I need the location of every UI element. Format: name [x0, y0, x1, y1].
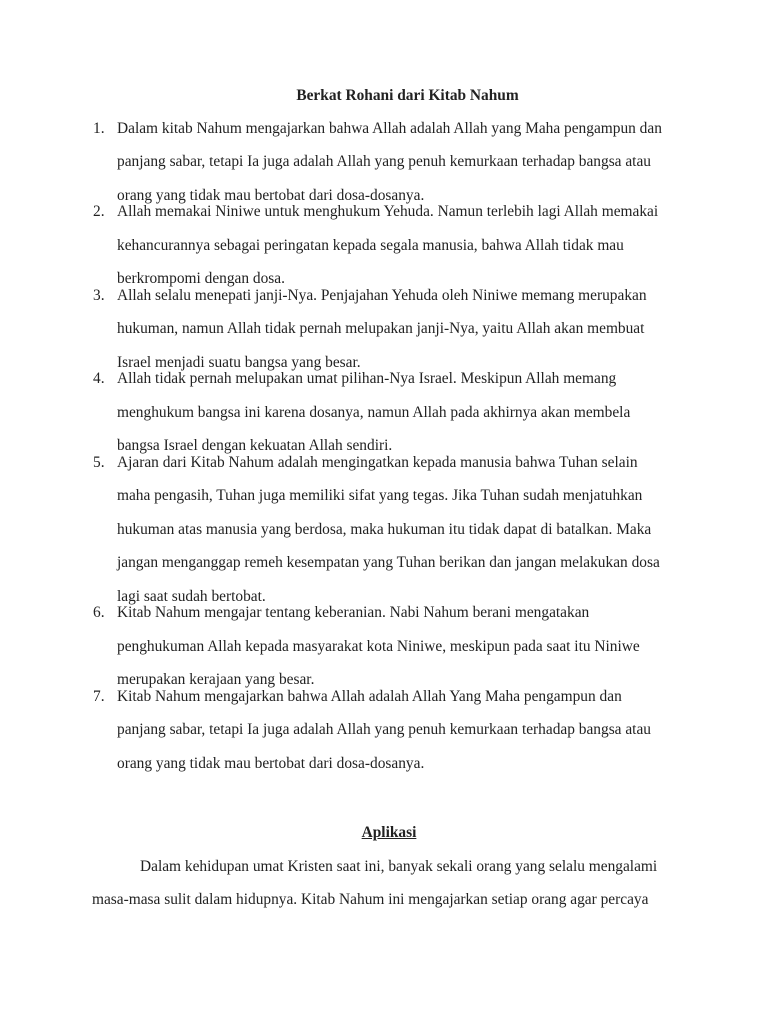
- list-item-line: Ajaran dari Kitab Nahum adalah mengingatkan kepada manusia bahwa Tuhan selain: [117, 453, 638, 471]
- list-item-line: Kitab Nahum mengajar tentang keberanian. Nabi Nahum berani mengatakan: [117, 604, 590, 621]
- body-paragraph: [92, 850, 692, 917]
- numbered-list: [0, 112, 768, 772]
- list-item-line: merupakan kerajaan yang besar.: [117, 671, 315, 688]
- list-item-line: Dalam kitab Nahum mengajarkan bahwa Allah adalah Allah yang Maha pengampun dan: [117, 119, 662, 137]
- list-item-line: Allah selalu menepati janji-Nya. Penjajahan Yehuda oleh Niniwe memang merupakan: [117, 286, 647, 304]
- paragraph-line: Dalam kehidupan umat Kristen saat ini, banyak sekali orang yang selalu mengalami: [140, 857, 658, 875]
- list-item-line: kehancurannya sebagai peringatan kepada segala manusia, bahwa Allah tidak mau: [117, 236, 624, 254]
- list-item-line: panjang sabar, tetapi Ia juga adalah Allah yang penuh kemurkaan terhadap bangsa atau: [117, 721, 651, 738]
- list-item-number: 7.: [93, 687, 105, 705]
- list-item-number: 3.: [93, 286, 105, 304]
- list-item-line: jangan menganggap remeh kesempatan yang Tuhan berikan dan jangan melakukan dosa: [117, 554, 660, 571]
- list-item-number: 6.: [93, 604, 105, 621]
- list-item-number: 5.: [93, 453, 105, 471]
- document-title: Berkat Rohani dari Kitab Nahum: [296, 87, 519, 104]
- list-item-line: lagi saat sudah bertobat.: [117, 587, 266, 605]
- list-item-line: orang yang tidak mau bertobat dari dosa-dosanya.: [117, 186, 425, 204]
- list-item-line: Allah memakai Niniwe untuk menghukum Yehuda. Namun terlebih lagi Allah memakai: [117, 203, 659, 220]
- list-item-line: maha pengasih, Tuhan juga memiliki sifat yang tegas. Jika Tuhan sudah menjatuhkan: [117, 487, 643, 504]
- list-item-number: 2.: [93, 203, 105, 220]
- list-item: [0, 680, 768, 781]
- section-heading: Aplikasi: [361, 824, 417, 841]
- list-item-line: hukuman, namun Allah tidak pernah melupakan janji-Nya, yaitu Allah akan membuat: [117, 320, 645, 337]
- list-item: [0, 446, 768, 614]
- list-item-line: penghukuman Allah kepada masyarakat kota Niniwe, meskipun pada saat itu Niniwe: [117, 637, 640, 655]
- list-item-line: orang yang tidak mau bertobat dari dosa-dosanya.: [117, 754, 425, 772]
- list-item-number: 4.: [93, 370, 105, 387]
- list-item-line: berkrompomi dengan dosa.: [117, 270, 285, 287]
- list-item-line: bangsa Israel dengan kekuatan Allah sendiri.: [117, 437, 393, 454]
- list-item-line: panjang sabar, tetapi Ia juga adalah Allah yang penuh kemurkaan terhadap bangsa atau: [117, 153, 651, 170]
- list-item-line: hukuman atas manusia yang berdosa, maka hukuman itu tidak dapat di batalkan. Maka: [117, 520, 652, 538]
- list-item-line: menghukum bangsa ini karena dosanya, namun Allah pada akhirnya akan membela: [117, 403, 631, 421]
- list-item-line: Israel menjadi suatu bangsa yang besar.: [117, 353, 361, 371]
- list-item-line: Kitab Nahum mengajarkan bahwa Allah adalah Allah Yang Maha pengampun dan: [117, 687, 622, 705]
- list-item-line: Allah tidak pernah melupakan umat pilihan-Nya Israel. Meskipun Allah memang: [117, 370, 617, 387]
- paragraph-line: masa-masa sulit dalam hidupnya. Kitab Nahum ini mengajarkan setiap orang agar percaya: [92, 891, 649, 908]
- list-item-number: 1.: [93, 119, 105, 137]
